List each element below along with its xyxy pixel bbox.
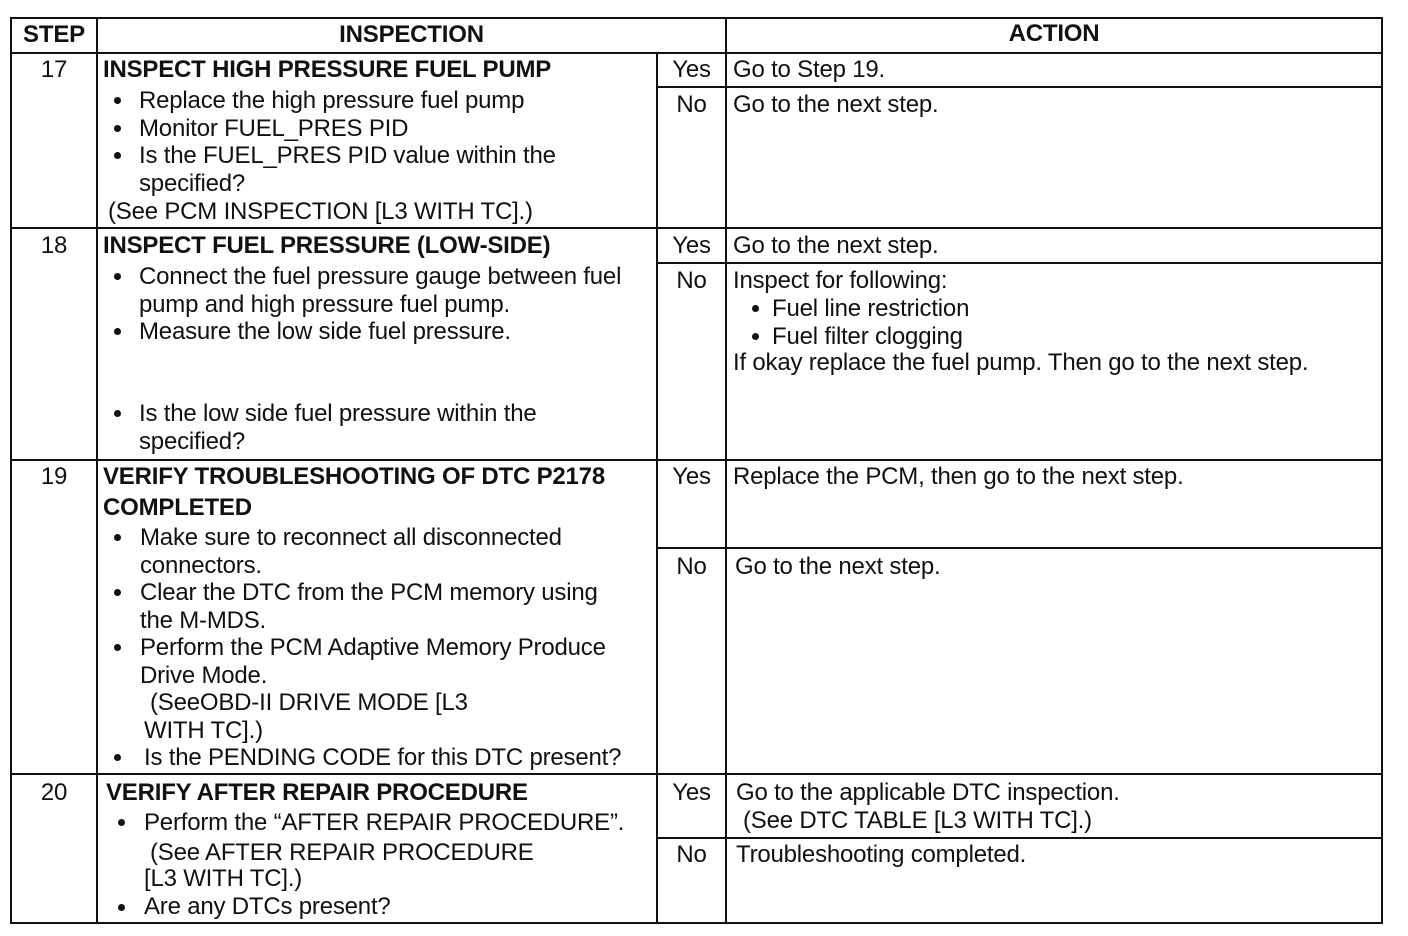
reference-note: (See AFTER REPAIR PROCEDURE <box>150 839 534 866</box>
yes-label: Yes <box>672 232 711 259</box>
bullet-dot <box>114 152 121 159</box>
step-number: 18 <box>40 232 68 259</box>
bullet-text: the M-MDS. <box>140 607 267 634</box>
header-action: ACTION <box>1008 20 1100 47</box>
row-divider-19 <box>10 459 1383 461</box>
bullet-dot <box>114 125 121 132</box>
no-action: Inspect for following: <box>733 267 948 294</box>
bullet-text: Perform the “AFTER REPAIR PROCEDURE”. <box>144 809 625 836</box>
bullet-text: connectors. <box>140 552 262 579</box>
step-title: INSPECT FUEL PRESSURE (LOW-SIDE) <box>103 232 551 259</box>
step-title: VERIFY TROUBLESHOOTING OF DTC P2178 <box>103 463 605 490</box>
yes-no-divider-18 <box>656 262 1383 264</box>
bullet-text: Is the PENDING CODE for this DTC present? <box>144 744 622 771</box>
yes-action-reference: (See DTC TABLE [L3 WITH TC].) <box>743 807 1092 834</box>
bullet-text: Is the low side fuel pressure within the <box>139 400 537 427</box>
step-title-cont: COMPLETED <box>103 494 252 521</box>
col-divider-step <box>96 17 98 924</box>
row-divider-20 <box>10 773 1383 775</box>
yes-label: Yes <box>672 463 711 490</box>
bullet-text: Is the FUEL_PRES PID value within the <box>139 142 556 169</box>
yes-label: Yes <box>672 56 711 83</box>
bullet-text: Connect the fuel pressure gauge between fuel <box>139 263 622 290</box>
table-border-bottom <box>10 922 1383 924</box>
bullet-text: Fuel filter clogging <box>772 323 963 350</box>
no-action: Go to the next step. <box>735 553 941 580</box>
yes-action: Replace the PCM, then go to the next step. <box>733 463 1184 490</box>
bullet-dot <box>118 904 125 911</box>
bullet-dot <box>752 333 759 340</box>
table-border-top <box>10 17 1383 19</box>
header-inspection: INSPECTION <box>339 21 484 48</box>
bullet-dot <box>114 410 121 417</box>
bullet-text: Drive Mode. <box>140 662 268 689</box>
yes-no-divider-17 <box>656 86 1383 88</box>
step-title: VERIFY AFTER REPAIR PROCEDURE <box>106 779 528 806</box>
reference-note-cont: WITH TC].) <box>144 717 263 744</box>
yes-action: Go to Step 19. <box>733 56 885 83</box>
no-action: Troubleshooting completed. <box>736 841 1027 868</box>
yes-action: Go to the applicable DTC inspection. <box>736 779 1120 806</box>
no-action-followup: If okay replace the fuel pump. Then go to the next step. <box>733 349 1309 376</box>
step-number: 17 <box>40 56 68 83</box>
bullet-text: Replace the high pressure fuel pump <box>139 87 525 114</box>
yes-label: Yes <box>672 779 711 806</box>
bullet-dot <box>114 644 121 651</box>
yes-action: Go to the next step. <box>733 232 939 259</box>
bullet-text: specified? <box>139 428 246 455</box>
reference-note: (SeeOBD-II DRIVE MODE [L3 <box>150 689 468 716</box>
no-label: No <box>676 91 707 118</box>
bullet-text: Clear the DTC from the PCM memory using <box>140 579 598 606</box>
bullet-text: specified? <box>139 170 246 197</box>
bullet-dot <box>114 754 121 761</box>
table-border-right <box>1381 17 1383 924</box>
bullet-dot <box>114 534 121 541</box>
yes-no-divider-20 <box>656 837 1383 839</box>
bullet-text: pump and high pressure fuel pump. <box>139 291 510 318</box>
no-action: Go to the next step. <box>733 91 939 118</box>
header-step: STEP <box>23 21 85 48</box>
row-divider-18 <box>10 227 1383 229</box>
header-divider <box>10 52 1383 54</box>
step-number: 19 <box>40 463 68 490</box>
bullet-dot <box>114 273 121 280</box>
bullet-text: Monitor FUEL_PRES PID <box>139 115 409 142</box>
bullet-dot <box>114 97 121 104</box>
bullet-text: Measure the low side fuel pressure. <box>139 318 511 345</box>
bullet-text: Perform the PCM Adaptive Memory Produce <box>140 634 606 661</box>
bullet-text: Fuel line restriction <box>772 295 970 322</box>
no-label: No <box>676 553 707 580</box>
bullet-dot <box>752 305 759 312</box>
bullet-text: Make sure to reconnect all disconnected <box>140 524 562 551</box>
step-title: INSPECT HIGH PRESSURE FUEL PUMP <box>103 56 552 83</box>
no-label: No <box>676 841 707 868</box>
no-label: No <box>676 267 707 294</box>
col-divider-action <box>725 17 727 924</box>
yes-no-divider-19 <box>656 547 1383 549</box>
step-number: 20 <box>40 779 68 806</box>
bullet-dot <box>118 819 125 826</box>
reference-note-cont: [L3 WITH TC].) <box>144 865 303 892</box>
bullet-text: Are any DTCs present? <box>144 893 391 920</box>
bullet-dot <box>114 589 121 596</box>
bullet-dot <box>114 328 121 335</box>
reference-note: (See PCM INSPECTION [L3 WITH TC].) <box>108 198 533 225</box>
